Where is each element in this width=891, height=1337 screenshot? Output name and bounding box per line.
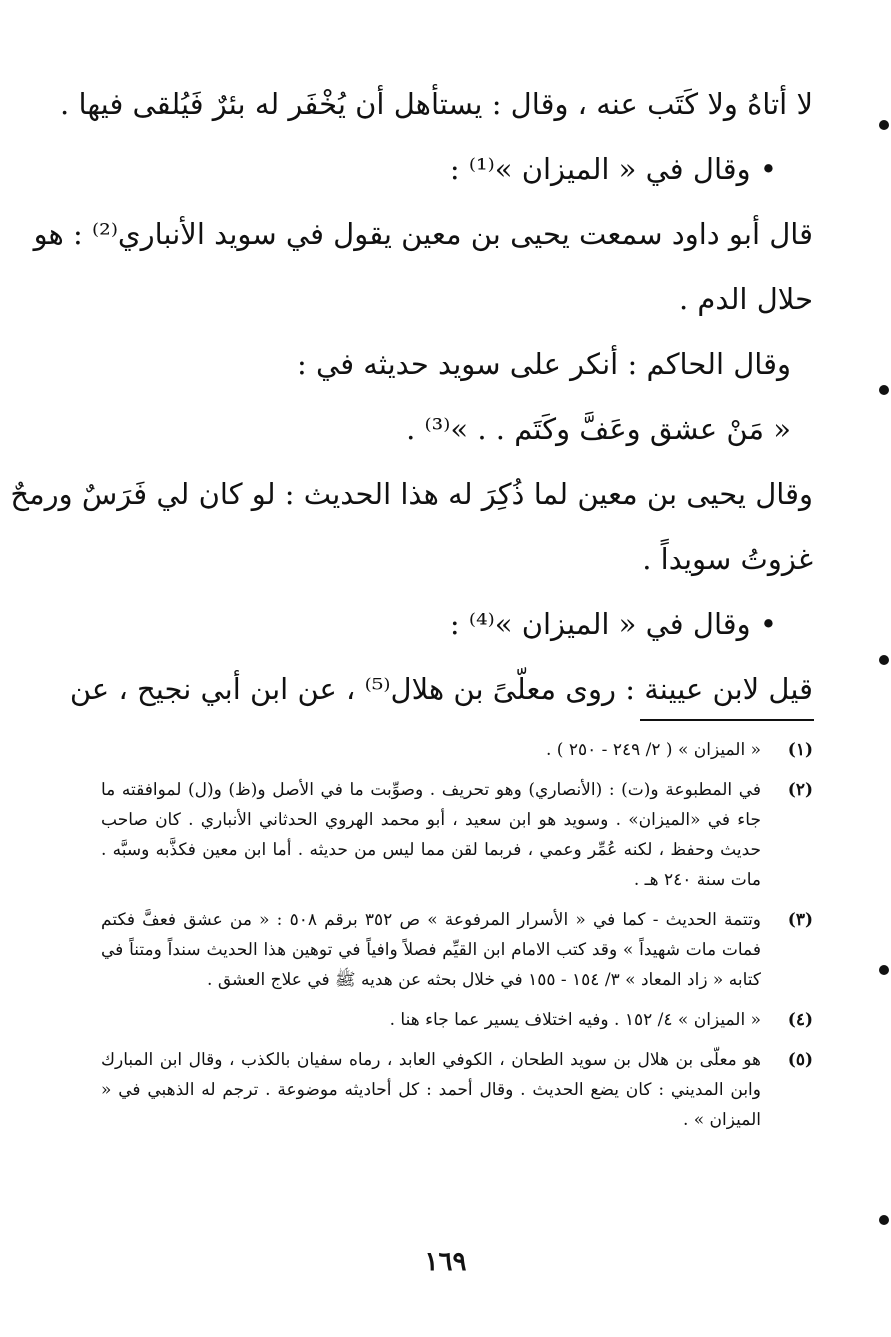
footnote-number: (٥) — [787, 1050, 813, 1070]
footnote-number: (١) — [787, 740, 813, 760]
footnote-text: « الميزان » ٤/ ١٥٢ . وفيه اختلاف يسير عما جاء هنا . — [389, 1010, 761, 1030]
footnote-number: (٤) — [787, 1010, 813, 1030]
text-line: حلال الدم . — [678, 282, 813, 316]
text-line: • وقال في « الميزان »⁽⁴⁾ : — [449, 607, 777, 641]
scan-edge-mark — [879, 1215, 889, 1225]
text-line: قيل لابن عيينة : روى معلّىً بن هلال⁽⁵⁾ ، عن ابن أبي نجيح ، عن — [69, 672, 813, 706]
footnote — [101, 775, 813, 895]
footnote — [101, 735, 813, 765]
scan-edge-mark — [879, 385, 889, 395]
footnote-text: هو معلّى بن هلال بن سويد الطحان ، الكوفي العابد ، رماه سفيان بالكذب ، وقال ابن المبارك وابن المديني : كان يضع الحديث . وقال أحمد : كل أحاديثه موضوعة . ترجم له الذهبي في « الميزان » . — [101, 1050, 761, 1130]
scan-edge-mark — [879, 120, 889, 130]
text-line: وقال يحيى بن معين لما ذُكِرَ له هذا الحديث : لو كان لي فَرَسٌ ورمحٌ — [10, 477, 813, 511]
text-line: غزوتُ سويداً . — [642, 542, 813, 576]
footnote — [101, 1005, 813, 1035]
scan-edge-mark — [879, 965, 889, 975]
footnote — [101, 1045, 813, 1135]
footnote — [101, 905, 813, 995]
page-number: ١٦٩ — [424, 1247, 467, 1277]
text-line: قال أبو داود سمعت يحيى بن معين يقول في سويد الأنباري⁽²⁾ : هو — [33, 217, 813, 251]
footnote-text: « الميزان » ( ٢/ ٢٤٩ - ٢٥٠ ) . — [546, 740, 761, 760]
footnote-text: وتتمة الحديث - كما في « الأسرار المرفوعة » ص ٣٥٢ برقم ٥٠٨ : « من عشق فعفَّ فكتم فمات مات شهيداً » وقد كتب الامام ابن القيِّم فصلاً وافياً في توهين هذا الحديث سنداً ومتناً في كتابه « زاد المعاد » ٣/ ١٥٤ - ١٥٥ في خلال بحثه عن هديه ﷺ في علاج العشق . — [101, 910, 762, 990]
main-text — [10, 72, 813, 722]
text-line: لا أتاهُ ولا كَتَب عنه ، وقال : يستأهل أن يُخْفَر له بئرٌ فَيُلقى فيها . — [60, 87, 813, 121]
scan-edge-mark — [879, 655, 889, 665]
footnote-number: (٣) — [787, 910, 813, 930]
footnote-separator — [640, 719, 814, 721]
text-line: وقال الحاكم : أنكر على سويد حديثه في : — [297, 347, 791, 381]
footnote-text: في المطبوعة و(ت) : (الأنصاري) وهو تحريف . وصوِّبت ما في الأصل و(ظ) و(ل) لموافقته ما جاء في «الميزان» . وسويد هو ابن سعيد ، أبو محمد الهروي الحدثاني الأنباري . كان صاحب حديث وحفظ ، لكنه عُمِّر وعمي ، فربما لقن مما ليس من حديثه . أما ابن معين فكذَّبه وسبَّه . مات سنة ٢٤٠ هـ . — [101, 780, 761, 890]
text-line: « مَنْ عشق وعَفَّ وكَتَم . . »⁽³⁾ . — [406, 412, 791, 446]
footnote-number: (٢) — [787, 780, 813, 800]
text-line: • وقال في « الميزان »⁽¹⁾ : — [449, 152, 777, 186]
footnotes — [101, 735, 813, 1145]
